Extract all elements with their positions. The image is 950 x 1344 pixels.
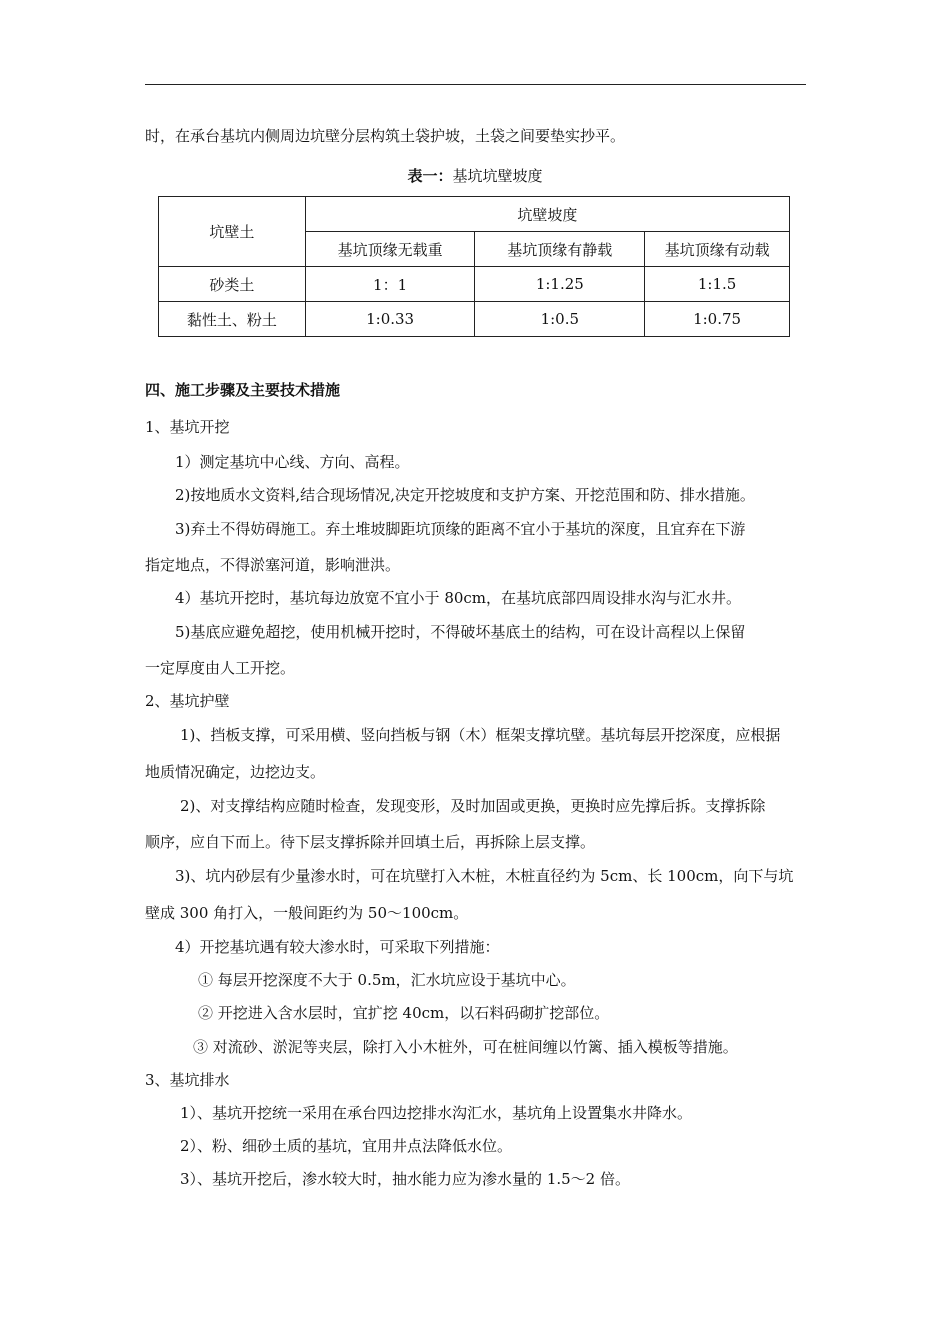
intro-paragraph: 时，在承台基坑内侧周边坑壁分层构筑土袋护坡，土袋之间要垫实抄平。 — [145, 127, 626, 145]
subsection-heading: 3、基坑排水 — [145, 1071, 230, 1089]
paragraph: 1）测定基坑中心线、方向、高程。 — [175, 453, 410, 471]
table-column-header: 基坑顶缘无载重 — [305, 232, 475, 267]
paragraph-continued: 指定地点，不得淤塞河道，影响泄洪。 — [145, 556, 401, 574]
paragraph: 5)基底应避免超挖，使用机械开挖时，不得破坏基底土的结构，可在设计高程以上保留 — [175, 623, 746, 641]
table-cell: 1:0.33 — [305, 302, 475, 337]
list-item: ② 开挖进入含水层时，宜扩挖 40cm，以石料码砌扩挖部位。 — [198, 1004, 610, 1022]
paragraph: 3)弃土不得妨碍施工。弃土堆坡脚距坑顶缘的距离不宜小于基坑的深度，且宜弃在下游 — [175, 520, 746, 538]
header-rule — [145, 84, 806, 85]
paragraph-continued: 顺序，应自下而上。待下层支撑拆除并回填土后，再拆除上层支撑。 — [145, 833, 596, 851]
table-cell: 1:0.5 — [475, 302, 645, 337]
table-row — [159, 302, 790, 337]
paragraph-continued: 地质情况确定，边挖边支。 — [145, 763, 326, 781]
section-heading: 四、施工步骤及主要技术措施 — [145, 381, 341, 399]
paragraph: 4）基坑开挖时，基坑每边放宽不宜小于 80cm，在基坑底部四周设排水沟与汇水井。 — [175, 589, 742, 607]
table-column-header: 基坑顶缘有动载 — [645, 232, 790, 267]
subsection-heading: 1、基坑开挖 — [145, 418, 230, 436]
paragraph-continued: 一定厚度由人工开挖。 — [145, 659, 296, 677]
table-cell: 1：1 — [305, 267, 475, 302]
list-item: ③ 对流砂、淤泥等夹层，除打入小木桩外，可在桩间缠以竹篱、插入模板等措施。 — [193, 1038, 738, 1056]
table-row — [159, 267, 790, 302]
table-cell-soil: 黏性土、粉土 — [159, 302, 306, 337]
table-cell: 1:1.5 — [645, 267, 790, 302]
paragraph: 3）、基坑开挖后，渗水较大时，抽水能力应为渗水量的 1.5～2 倍。 — [180, 1170, 630, 1188]
list-item: ① 每层开挖深度不大于 0.5m，汇水坑应设于基坑中心。 — [198, 971, 576, 989]
paragraph: 2)、对支撑结构应随时检查，发现变形，及时加固或更换，更换时应先撑后拆。支撑拆除 — [180, 797, 766, 815]
paragraph: 1）、基坑开挖统一采用在承台四边挖排水沟汇水，基坑角上设置集水井降水。 — [180, 1104, 693, 1122]
table-cell: 1:1.25 — [475, 267, 645, 302]
table-caption-text: 基坑坑壁坡度 — [452, 167, 543, 185]
paragraph: 3)、坑内砂层有少量渗水时，可在坑壁打入木桩，木桩直径约为 5cm、长 100cm，向下与坑 — [175, 867, 794, 885]
slope-table — [158, 196, 790, 337]
table-column-header: 基坑顶缘有静载 — [475, 232, 645, 267]
paragraph: 2)按地质水文资料,结合现场情况,决定开挖坡度和支护方案、开挖范围和防、排水措施。 — [175, 486, 755, 504]
table-group-header: 坑壁坡度 — [305, 197, 789, 232]
table-cell-soil: 砂类土 — [159, 267, 306, 302]
subsection-heading: 2、基坑护壁 — [145, 692, 230, 710]
table-caption-label: 表一： — [407, 167, 453, 185]
paragraph: 1)、挡板支撑，可采用横、竖向挡板与钢（木）框架支撑坑壁。基坑每层开挖深度，应根据 — [180, 726, 781, 744]
paragraph: 2）、粉、细砂土质的基坑，宜用井点法降低水位。 — [180, 1137, 513, 1155]
paragraph: 4）开挖基坑遇有较大渗水时，可采取下列措施： — [175, 938, 500, 956]
table-row-header: 坑壁土 — [159, 197, 306, 267]
table-cell: 1:0.75 — [645, 302, 790, 337]
paragraph-continued: 壁成 300 角打入，一般间距约为 50～100cm。 — [145, 904, 469, 922]
table-caption — [0, 165, 950, 186]
